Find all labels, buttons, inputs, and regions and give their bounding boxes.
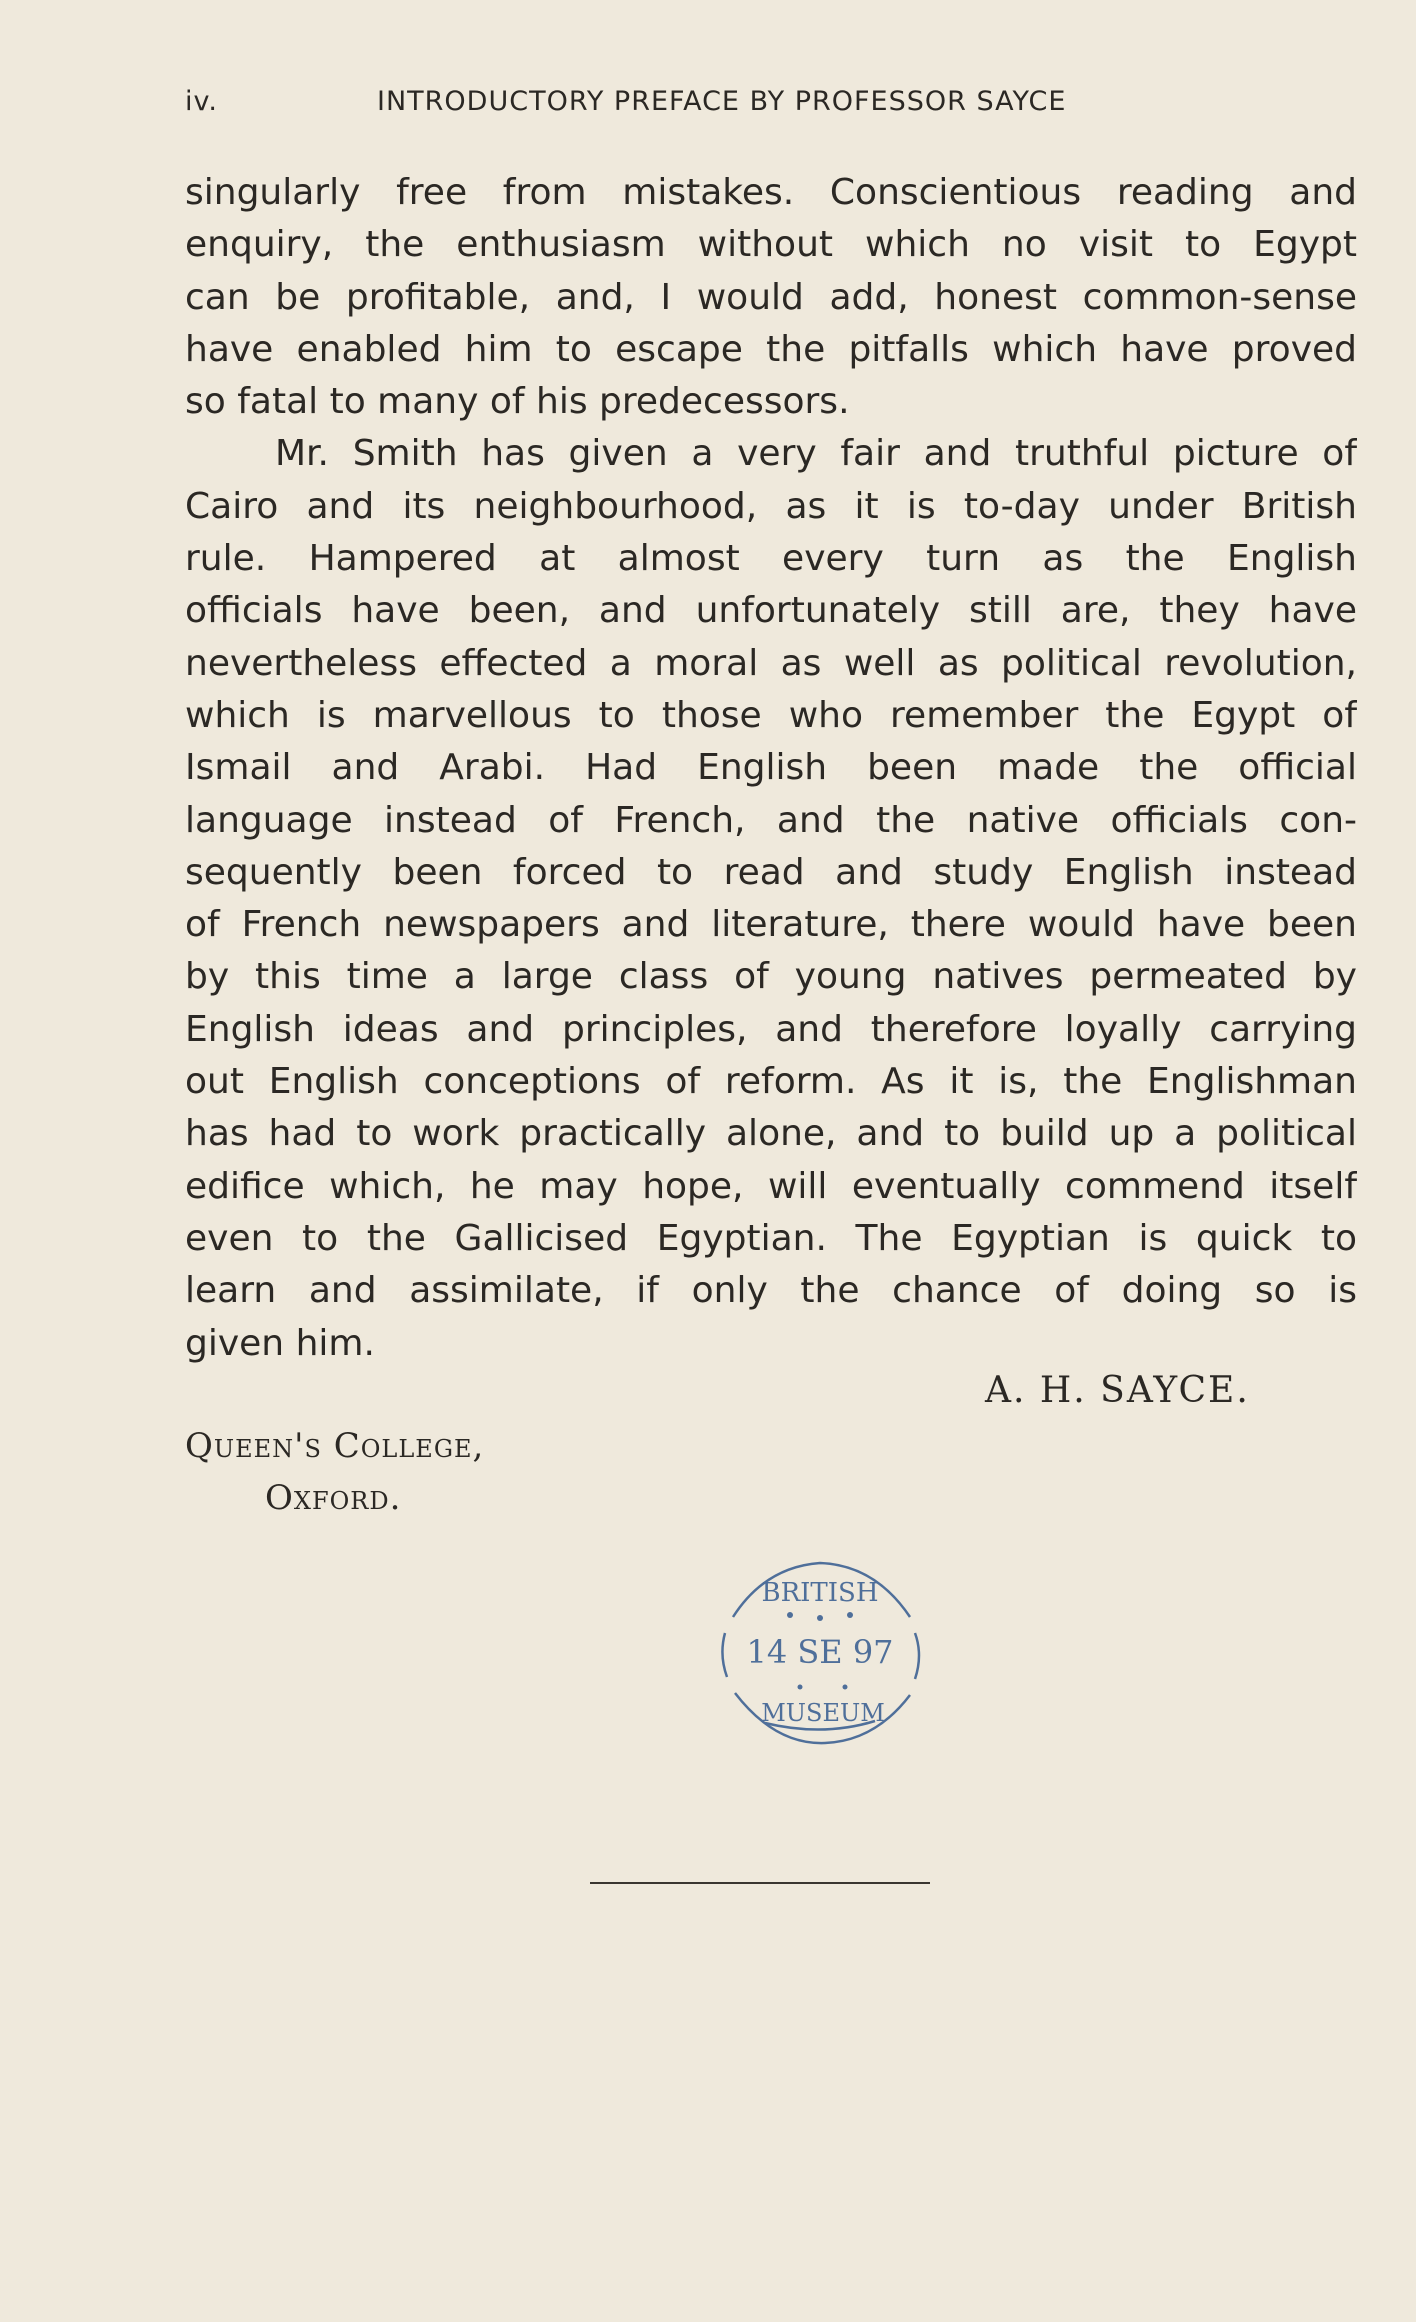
- page-number: iv.: [185, 86, 218, 117]
- text-line: Cairo and its neighbourhood, as it is to-day under British: [185, 485, 1357, 527]
- text-line: have enabled him to escape the pitfalls which have proved: [185, 328, 1357, 370]
- stamp-date: 14 SE 97: [746, 1633, 894, 1671]
- text-line: singularly free from mistakes. Conscientious reading and: [185, 172, 1357, 213]
- text-line: which is marvellous to those who remember the Egypt of: [185, 694, 1357, 736]
- author-signature: A. H. SAYCE.: [985, 1370, 1250, 1411]
- text-line: Mr. Smith has given a very fair and truthful picture of: [275, 433, 1357, 475]
- text-line: nevertheless effected a moral as well as political revolution,: [185, 642, 1357, 684]
- address-line-college: Queen's College,: [185, 1426, 485, 1466]
- text-line: English ideas and principles, and therefore loyally carrying: [185, 1008, 1357, 1050]
- horizontal-rule: [590, 1882, 930, 1884]
- text-line: by this time a large class of young natives permeated by: [185, 956, 1357, 998]
- text-line: so fatal to many of his predecessors.: [185, 381, 850, 423]
- running-title: INTRODUCTORY PREFACE BY PROFESSOR SAYCE: [377, 86, 1067, 117]
- text-line: of French newspapers and literature, there would have been: [185, 904, 1357, 946]
- text-line: rule. Hampered at almost every turn as the English: [185, 538, 1357, 580]
- library-stamp-icon: [705, 1555, 935, 1755]
- stamp-bottom-text: MUSEUM: [761, 1699, 885, 1727]
- text-line: officials have been, and unfortunately still are, they have: [185, 590, 1357, 632]
- text-line: sequently been forced to read and study English instead: [185, 851, 1357, 893]
- text-line: learn and assimilate, if only the chance of doing so is: [185, 1270, 1357, 1312]
- running-head: [185, 86, 1185, 126]
- text-line: Ismail and Arabi. Had English been made the official: [185, 747, 1357, 789]
- text-line: given him.: [185, 1322, 375, 1364]
- text-line: enquiry, the enthusiasm without which no visit to Egypt: [185, 224, 1357, 266]
- text-line: edifice which, he may hope, will eventually commend itself: [185, 1165, 1357, 1207]
- text-line: even to the Gallicised Egyptian. The Egyptian is quick to: [185, 1217, 1357, 1259]
- stamp-top-text: BRITISH: [761, 1578, 879, 1608]
- address-line-city: Oxford.: [265, 1478, 402, 1518]
- body-text: [185, 167, 1357, 1370]
- text-line: language instead of French, and the native officials con-: [185, 799, 1357, 841]
- text-line: out English conceptions of reform. As it is, the Englishman: [185, 1061, 1357, 1103]
- text-line: can be profitable, and, I would add, honest common-sense: [185, 276, 1357, 318]
- text-line: has had to work practically alone, and to build up a political: [185, 1113, 1357, 1155]
- address-block: [185, 1420, 484, 1524]
